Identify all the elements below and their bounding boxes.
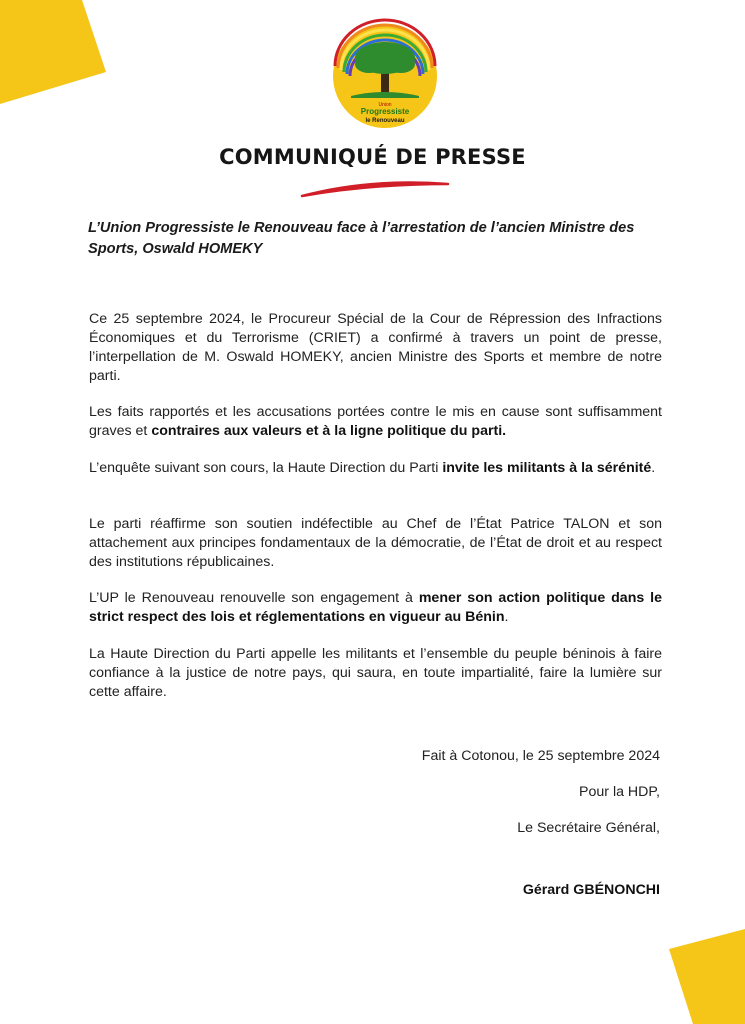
party-logo — [327, 18, 443, 130]
paragraph-2-text: Les faits rapportés et les accusations portées contre le mis en cause sont suffisamment graves et — [89, 404, 662, 439]
top-left-corner-decoration — [0, 0, 110, 110]
paragraph-6: La Haute Direction du Parti appelle les militants et l’ensemble du peuple béninois à faire confiance à la justice de notre pays, qui saura, en toute impartialité, faire la lumière sur cette affaire. — [89, 646, 662, 700]
paragraph-2 — [89, 403, 662, 441]
paragraph-4: Le parti réaffirme son soutien indéfectible au Chef de l’État Patrice TALON et son attachement aux principes fondamentaux de la démocratie, de l’État de droit et au respect des institutions républicaines. — [89, 516, 662, 570]
signature-for: Pour la HDP, — [579, 784, 660, 800]
bottom-right-corner-decoration — [635, 929, 745, 1024]
press-release-subtitle: L’Union Progressiste le Renouveau face à l’arrestation de l’ancien Ministre des Sports, Oswald HOMEKY — [88, 220, 635, 257]
logo-text-line3: le Renouveau — [365, 118, 405, 124]
paragraph-5-end: . — [504, 609, 509, 625]
paragraph-3 — [89, 459, 662, 478]
paragraph-2-bold: contraires aux valeurs et à la ligne politique du parti. — [151, 423, 507, 439]
paragraph-5-text: L’UP le Renouveau renouvelle son engagement à — [89, 590, 419, 606]
paragraph-3-text: L’enquête suivant son cours, la Haute Direction du Parti — [89, 460, 443, 476]
page-title: COMMUNIQUÉ DE PRESSE — [219, 145, 526, 169]
logo-text-line1: Union — [378, 102, 392, 108]
paragraph-3-end: . — [651, 460, 656, 476]
signature-name: Gérard GBÉNONCHI — [522, 882, 660, 898]
paragraph-5 — [89, 589, 662, 627]
signature-place-date: Fait à Cotonou, le 25 septembre 2024 — [421, 748, 660, 764]
paragraph-3-bold: invite les militants à la sérénité — [442, 460, 652, 476]
signature-role: Le Secrétaire Général, — [517, 820, 660, 836]
title-underline-swoosh — [300, 176, 450, 198]
paragraph-5-bold: mener son action politique dans le strict respect des lois et réglementations en vigueur au Bénin — [89, 590, 662, 625]
logo-text-line2: Progressiste — [360, 107, 410, 116]
paragraph-1: Ce 25 septembre 2024, le Procureur Spécial de la Cour de Répression des Infractions Économiques et du Terrorisme (CRIET) a confirmé à travers un point de presse, l’interpellation de M. Oswald HOMEKY, ancien Ministre des Sports et membre de notre parti. — [89, 311, 662, 384]
